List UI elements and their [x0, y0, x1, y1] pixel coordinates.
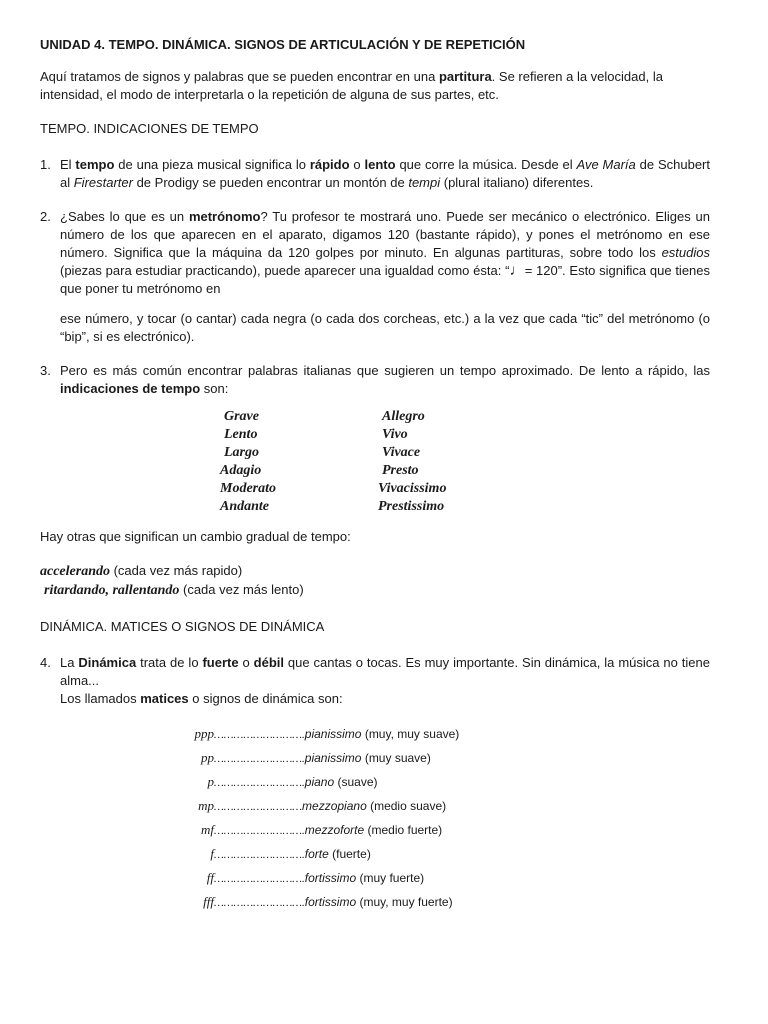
tempo-term: Adagio [220, 463, 262, 478]
bold-term: rápido [309, 157, 350, 172]
dynamics-row [158, 818, 710, 842]
gradual-item [40, 562, 710, 581]
item-text: Los llamados [60, 691, 141, 706]
dynamics-heading: DINÁMICA. MATICES O SIGNOS DE DINÁMICA [40, 619, 325, 634]
leader-dots: ………………………. [214, 777, 305, 789]
leader-dots: ………………………. [214, 897, 305, 909]
item-number: 3. [40, 363, 51, 378]
italic-term: tempi [408, 175, 441, 190]
item-text: (plural italiano) diferentes. [440, 175, 594, 190]
gradual-term: ritardando, rallentando [44, 583, 180, 598]
dynamic-name: fortissimo [304, 871, 357, 885]
item-text: La [60, 655, 79, 670]
dynamic-desc: (suave) [334, 775, 378, 789]
item-text: o [238, 655, 254, 670]
intro-paragraph [40, 68, 710, 104]
item-text: = 120”. Esto significa que tienes que poner tu metrónomo en [60, 263, 711, 296]
item-text: que cantas o tocas. Es muy importante. Sin dinámica, la música no tiene alma... [60, 655, 710, 688]
tempo-term: Andante [220, 499, 270, 514]
bold-term: indicaciones de tempo [60, 381, 201, 396]
dynamics-row [158, 746, 710, 770]
tempo-term: Largo [224, 445, 259, 460]
bold-term: metrónomo [188, 209, 261, 224]
dynamics-row [158, 794, 710, 818]
item-text: o signos de dinámica son: [188, 691, 343, 706]
item-2 [40, 208, 710, 298]
bold-term: débil [253, 655, 285, 670]
tempo-terms-table [40, 408, 710, 512]
dynamic-name: pianissimo [304, 727, 362, 741]
item-text: o [349, 157, 365, 172]
bold-term: fuerte [202, 655, 239, 670]
gradual-item [40, 581, 710, 600]
dynamic-name: mezzopiano [302, 799, 367, 813]
tempo-terms-fast-column [378, 408, 446, 516]
italic-term: estudios [661, 245, 710, 260]
dynamic-symbol: ff [206, 870, 214, 885]
item-text: (piezas para estudiar practicando), puede aparecer una igualdad como ésta: “ [60, 263, 510, 278]
leader-dots: ………………………. [214, 849, 305, 861]
tempo-term: Grave [224, 409, 259, 424]
unit-title: UNIDAD 4. TEMPO. DINÁMICA. SIGNOS DE ARTICULACIÓN Y DE REPETICIÓN [40, 37, 526, 52]
dynamic-symbol: mf [201, 822, 214, 837]
tempo-term: Allegro [382, 409, 425, 424]
tempo-term: Vivo [382, 427, 408, 442]
italic-term: Firestarter [73, 175, 133, 190]
dynamics-row [158, 722, 710, 746]
dynamic-name: forte [304, 847, 329, 861]
quarter-note-icon: ♩ [509, 262, 525, 279]
gradual-desc: (cada vez más lento) [179, 582, 304, 597]
dynamic-symbol: p [207, 774, 214, 789]
dynamic-name: fortissimo [304, 895, 357, 909]
dynamic-desc: (fuerte) [328, 847, 371, 861]
item-text: de una pieza musical significa lo [114, 157, 310, 172]
item-2-continued [40, 310, 710, 346]
item-3 [40, 362, 710, 398]
gradual-desc: (cada vez más rapido) [109, 563, 243, 578]
dynamic-name: piano [304, 775, 335, 789]
item-number: 1. [40, 157, 51, 172]
dynamics-row [158, 842, 710, 866]
tempo-term: Lento [224, 427, 258, 442]
leader-dots: ………………………. [214, 873, 305, 885]
dynamic-symbol: fff [203, 894, 214, 909]
intro-bold-term: partitura [438, 69, 492, 84]
leader-dots: ………………………. [214, 729, 305, 741]
tempo-term: Presto [382, 463, 419, 478]
dynamics-row [158, 890, 710, 914]
dynamics-row [158, 770, 710, 794]
dynamics-list [40, 722, 710, 914]
tempo-terms-slow-column [220, 408, 276, 516]
item-text: Pero es más común encontrar palabras italianas que sugieren un tempo aproximado. De lento a rápido, las [60, 363, 710, 378]
document-page [40, 36, 710, 914]
intro-text: Aquí tratamos de signos y palabras que se pueden encontrar en una [40, 69, 439, 84]
tempo-heading: TEMPO. INDICACIONES DE TEMPO [40, 121, 259, 136]
dynamic-symbol: pp [201, 750, 214, 765]
bold-term: lento [364, 157, 396, 172]
leader-dots: ………………………. [214, 753, 305, 765]
tempo-term: Prestissimo [378, 499, 445, 514]
item-text: ¿Sabes lo que es un [60, 209, 189, 224]
item-number: 4. [40, 655, 51, 670]
leader-dots: ………………………. [214, 825, 305, 837]
dynamic-symbol: mp [198, 798, 214, 813]
tempo-term: Vivacissimo [378, 481, 447, 496]
item-number: 2. [40, 209, 51, 224]
italic-term: Ave María [576, 157, 636, 172]
item-text: que corre la música. Desde el [395, 157, 577, 172]
item-4 [40, 654, 710, 708]
tempo-term: Moderato [220, 481, 276, 496]
dynamics-row [158, 866, 710, 890]
dynamic-desc: (medio fuerte) [364, 823, 443, 837]
item-1 [40, 156, 710, 192]
item-text: ? Tu profesor te mostrará uno. Puede ser mecánico o electrónico. Eliges un número de los que aparecen en el aparato, digamos 120 (bastante rápido), y pones el metrónomo en ese número. Significa que la máquina da 120 golpes por minuto. En algunas partituras, sobre todo los [60, 209, 711, 260]
bold-term: matices [140, 691, 189, 706]
tempo-term: Vivace [382, 445, 421, 460]
bold-term: Dinámica [78, 655, 137, 670]
gradual-term: accelerando [40, 564, 110, 579]
dynamic-desc: (muy, muy suave) [361, 727, 460, 741]
dynamic-desc: (muy, muy fuerte) [356, 895, 453, 909]
dynamic-name: mezzoforte [304, 823, 365, 837]
leader-dots: ……………………… [214, 801, 303, 813]
gradual-intro: Hay otras que significan un cambio gradual de tempo: [40, 529, 351, 544]
intro-text-end: . Se refieren a la velocidad, la intensidad, el modo de interpretarla o la repetición de alguna de sus partes, etc. [40, 69, 663, 102]
item-text: son: [200, 381, 229, 396]
bold-term: tempo [75, 157, 115, 172]
item-text: de Schubert al [60, 157, 710, 190]
dynamic-desc: (medio suave) [366, 799, 447, 813]
item-text: El [60, 157, 76, 172]
item-text: de Prodigy se pueden encontrar un montón de [132, 175, 409, 190]
item-text: ese número, y tocar (o cantar) cada negra (o cada dos corcheas, etc.) a la vez que cada “tic” del metrónomo (o “bip”, si es electrónico). [60, 311, 710, 344]
dynamic-symbol: ppp [194, 726, 214, 741]
item-text: trata de lo [136, 655, 203, 670]
dynamic-symbol: f [210, 846, 214, 861]
dynamic-desc: (muy suave) [361, 751, 431, 765]
dynamic-name: pianissimo [304, 751, 362, 765]
dynamic-desc: (muy fuerte) [356, 871, 425, 885]
